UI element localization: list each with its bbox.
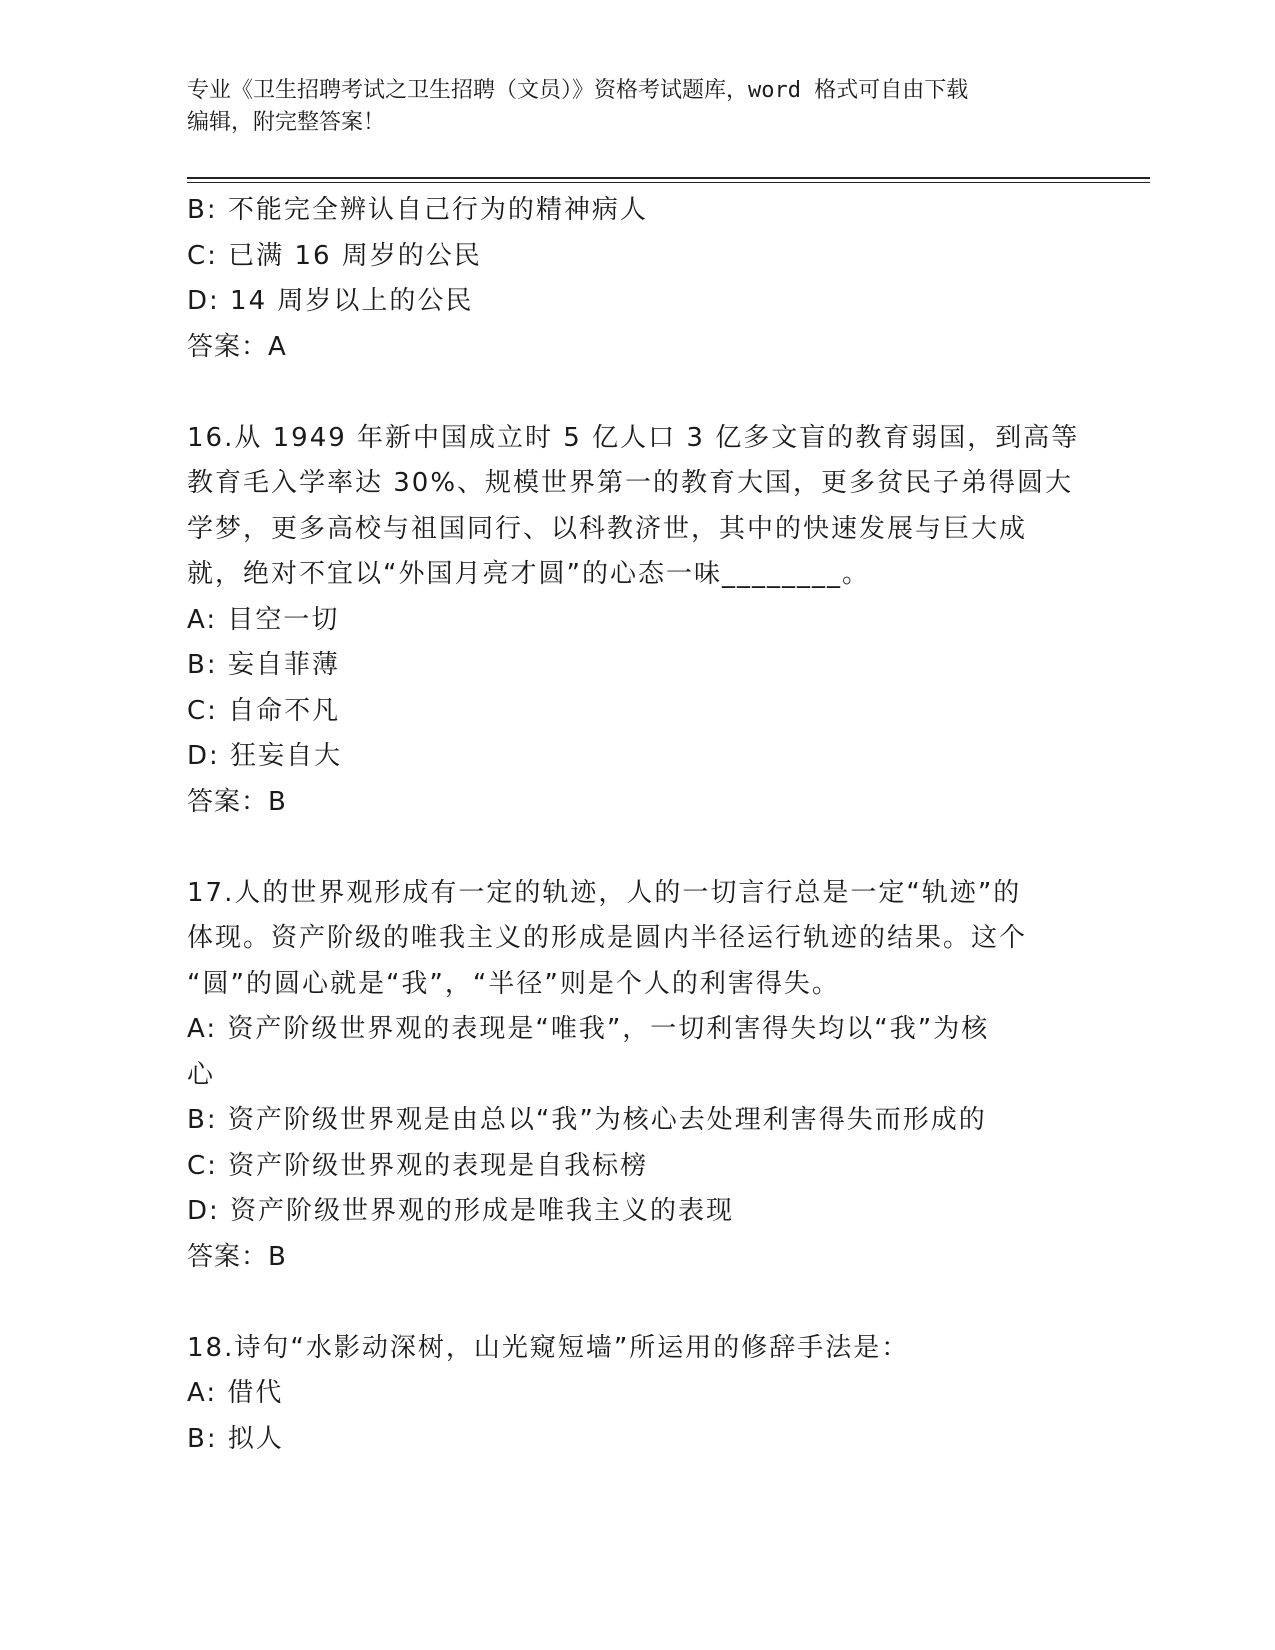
question-stem-line: 学梦，更多高校与祖国同行、以科教济世，其中的快速发展与巨大成 bbox=[187, 513, 1028, 544]
spacer bbox=[187, 825, 1087, 871]
question-stem-line: 16.从 1949 年新中国成立时 5 亿人口 3 亿多文盲的教育弱国，到高等 bbox=[187, 422, 1080, 453]
option-b: B: 妄自菲薄 bbox=[187, 650, 340, 680]
question-list bbox=[187, 188, 1087, 1462]
option-a: A: 资产阶级世界观的表现是“唯我”，一切利害得失均以“我”为核 bbox=[187, 1014, 990, 1044]
option-c: C: 已满 16 周岁的公民 bbox=[187, 240, 482, 271]
question-18 bbox=[187, 1326, 1087, 1463]
document-header bbox=[187, 75, 1087, 139]
option-b: B: 拟人 bbox=[187, 1423, 284, 1454]
header-title-line-2: 编辑，附完整答案！ bbox=[187, 110, 386, 135]
question-15-continued bbox=[187, 188, 1087, 370]
option-d: D: 资产阶级世界观的形成是唯我主义的表现 bbox=[187, 1196, 735, 1226]
question-17 bbox=[187, 871, 1087, 1281]
option-b: B: 资产阶级世界观是由总以“我”为核心去处理利害得失而形成的 bbox=[187, 1105, 987, 1135]
question-stem-line: 17.人的世界观形成有一定的轨迹，人的一切言行总是一定“轨迹”的 bbox=[187, 877, 1022, 908]
option-a: A: 目空一切 bbox=[187, 604, 340, 635]
header-title-line-1: 专业《卫生招聘考试之卫生招聘（文员）》资格考试题库，word 格式可自由下载 bbox=[187, 78, 969, 103]
spacer bbox=[187, 1280, 1087, 1326]
answer-label: 答案：B bbox=[187, 1241, 287, 1272]
answer-label: 答案：A bbox=[187, 331, 287, 362]
question-stem-line: 体现。资产阶级的唯我主义的形成是圆内半径运行轨迹的结果。这个 bbox=[187, 923, 1028, 953]
header-divider-thin bbox=[187, 182, 1150, 183]
question-stem-line: 教育毛入学率达 30%、规模世界第一的教育大国，更多贫民子弟得圆大 bbox=[187, 468, 1074, 498]
option-c: C: 资产阶级世界观的表现是自我标榜 bbox=[187, 1150, 649, 1181]
answer-label: 答案：B bbox=[187, 786, 287, 817]
question-stem-line: 就，绝对不宜以“外国月亮才圆”的心态一味________。 bbox=[187, 559, 870, 589]
question-stem-line: 18.诗句“水影动深树，山光窥短墙”所运用的修辞手法是： bbox=[187, 1332, 910, 1363]
option-c: C: 自命不凡 bbox=[187, 695, 341, 726]
option-a-continued: 心 bbox=[187, 1059, 216, 1090]
question-stem-line: “圆”的圆心就是“我”，“半径”则是个人的利害得失。 bbox=[187, 968, 840, 999]
header-divider-thick bbox=[187, 177, 1150, 179]
option-d: D: 14 周岁以上的公民 bbox=[187, 286, 474, 316]
option-d: D: 狂妄自大 bbox=[187, 741, 343, 771]
option-b: B: 不能完全辨认自己行为的精神病人 bbox=[187, 195, 648, 225]
option-a: A: 借代 bbox=[187, 1378, 284, 1408]
question-16 bbox=[187, 416, 1087, 826]
spacer bbox=[187, 370, 1087, 416]
